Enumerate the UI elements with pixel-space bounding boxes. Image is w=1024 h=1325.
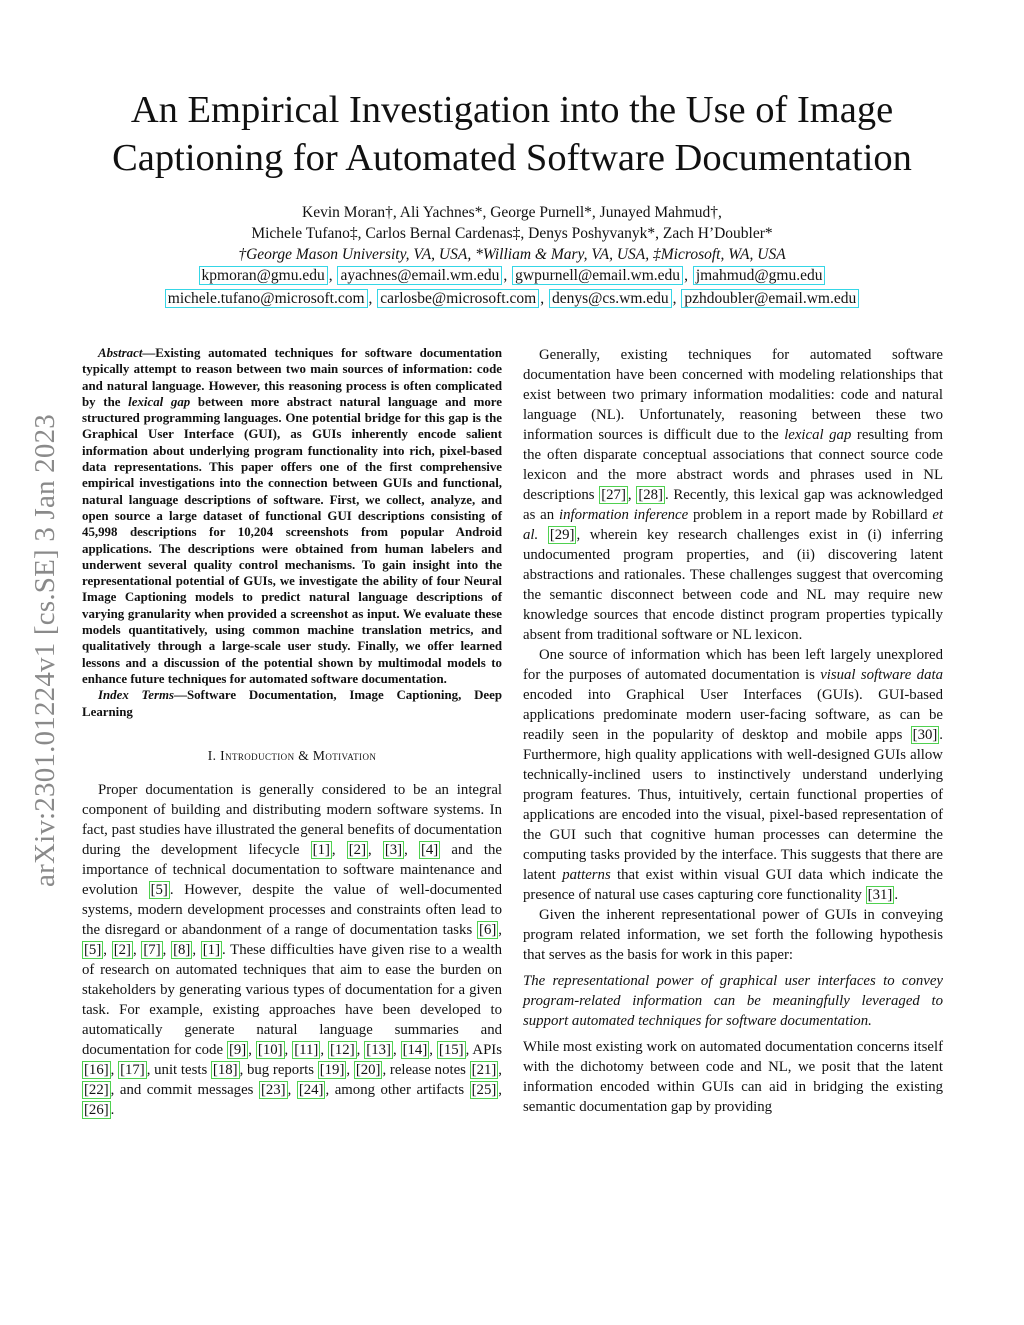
emphasis-text: et al. <box>523 507 943 543</box>
email-link[interactable]: pzhdoubler@email.wm.edu <box>681 289 859 308</box>
citation-link[interactable]: [30] <box>912 727 938 743</box>
right-paragraph-3: Given the inherent representational power of GUIs in conveying program related information, we set forth the following hypothesis that serves as the basis for work in this paper: <box>523 907 943 963</box>
citation-link[interactable]: [11] <box>294 1041 319 1058</box>
arxiv-stamp <box>25 370 65 930</box>
affiliations: †George Mason University, VA, USA, *William & Mary, VA, USA, ‡Microsoft, WA, USA <box>238 246 786 263</box>
emphasis-text: patterns <box>562 867 611 883</box>
paper-title: An Empirical Investigation into the Use of Image Captioning for Automated Software Documentation <box>112 89 912 179</box>
index-label: Index Terms <box>98 688 175 703</box>
citation-link[interactable]: [23] <box>260 1081 286 1098</box>
hypothesis: The representational power of graphical user interfaces to convey program-related information can be meaningfully leveraged to support automated techniques for software documentation. <box>523 973 943 1029</box>
citation-link[interactable]: [13] <box>366 1041 391 1058</box>
citation-link[interactable]: [20] <box>355 1061 381 1078</box>
citation-link[interactable]: [27] <box>601 487 626 503</box>
right-column <box>523 345 943 1117</box>
citation-link[interactable]: [7] <box>143 941 161 958</box>
citation-link[interactable]: [26] <box>84 1101 109 1118</box>
right-paragraph-1: Generally, existing techniques for automated software documentation have been concerned with modeling relationships that exist between two primary information modalities: code and natural language (NL). Unfortunately, reasoning between these two information sources is difficult due to the lexical gap resulting from the often disparate conceptual associations that connect source code lexicon and the more abstract words and phrases used in NL descriptions [27] , [28] . Recently, this lexical gap was acknowledged as an information inference problem in a report made by Robillard et al. [29] , wherein key research challenges exist in (i) inferring undocumented program properties, and (ii) discovering latent abstractions and rationales. These challenges suggest that overcoming the semantic disconnect between code and NL may require new knowledge sources that encode distinct program properties typically absent from traditional software or NL lexicon. <box>523 347 943 643</box>
citation-link[interactable]: [6] <box>479 921 497 938</box>
citation-link[interactable]: [2] <box>113 941 131 958</box>
right-paragraph-2: One source of information which has been left largely unexplored for the purposes of automated documentation is visual software data encoded into Graphical User Interfaces (GUIs). GUI-based applications predominate modern user-facing software, as can be readily seen in the popularity of desktop and mobile apps [30] . Furthermore, high quality applications with well-designed GUIs allow technically-inclined users to instinctively understand underlying program features. Thus, intuitively, certain functional properties of applications are encoded into the visual, pixel-based representation of the GUI such that cognitive human processes can determine the computing tasks provided by the interface. This suggests that there are latent patterns that exist within visual GUI data which indicate the presence of natural use cases capturing core functionality [31] . <box>523 647 943 903</box>
email-link[interactable]: jmahmud@gmu.edu <box>693 266 826 285</box>
citation-link[interactable]: [25] <box>471 1081 497 1098</box>
index-terms <box>82 687 502 720</box>
citation-link[interactable]: [1] <box>312 841 330 858</box>
arxiv-stamp-text: arXiv:2301.01224v1 [cs.SE] 3 Jan 2023 <box>28 413 61 887</box>
citation-link[interactable]: [3] <box>384 841 403 858</box>
citation-link[interactable]: [5] <box>84 941 102 958</box>
authors-line-2: Michele Tufano‡, Carlos Bernal Cardenas‡, Denys Poshyvanyk*, Zach H’Doubler* <box>251 225 773 242</box>
left-column <box>82 345 502 1120</box>
abstract <box>82 345 502 687</box>
citation-link[interactable]: [19] <box>319 1061 345 1078</box>
right-paragraph-4: While most existing work on automated documentation concerns itself with the dichotomy between code and NL, we posit that the latent information encoded within GUIs can aid in bridging the existing semantic documentation gap by providing <box>523 1039 943 1115</box>
section-heading-text: I. Introduction & Motivation <box>207 747 377 763</box>
emphasis-text: information inference <box>558 507 689 523</box>
citation-link[interactable]: [1] <box>202 941 221 958</box>
citation-link[interactable]: [4] <box>420 841 439 858</box>
citation-link[interactable]: [31] <box>867 887 893 903</box>
email-link[interactable]: ayachnes@email.wm.edu <box>337 266 502 285</box>
citation-link[interactable]: [9] <box>228 1041 247 1058</box>
emphasis-text: lexical gap <box>784 427 852 443</box>
citation-link[interactable]: [15] <box>438 1041 464 1058</box>
citation-link[interactable]: [16] <box>84 1061 109 1078</box>
citation-link[interactable]: [2] <box>348 841 367 858</box>
citation-link[interactable]: [22] <box>84 1081 109 1098</box>
abstract-label: Abstract <box>98 346 143 360</box>
citation-link[interactable]: [8] <box>173 941 191 958</box>
abstract-emphasis: lexical gap <box>128 394 191 409</box>
emphasis-text: visual software data <box>820 667 943 683</box>
email-link[interactable]: denys@cs.wm.edu <box>549 289 672 308</box>
email-link[interactable]: kpmoran@gmu.edu <box>199 266 328 285</box>
email-link[interactable]: gwpurnell@email.wm.edu <box>512 266 683 285</box>
citation-link[interactable]: [28] <box>638 487 663 503</box>
email-link[interactable]: carlosbe@microsoft.com <box>377 289 539 308</box>
author-block <box>0 202 1024 309</box>
email-link[interactable]: michele.tufano@microsoft.com <box>165 289 368 308</box>
intro-paragraph: Proper documentation is generally considered to be an integral component of building and distributing modern software systems. In fact, past studies have illustrated the general benefits of documentation during the development lifecycle [1] , [2] , [3] , [4] and the importance of technical documentation to software maintenance and evolution [5] . However, despite the value of well-documented systems, modern development processes and constraints often lead to the disregard or abandonment of a range of documentation tasks [6] , [5] , [2] , [7] , [8] , [1] . These difficulties have given rise to a wealth of research on automated techniques that aim to ease the burden on stakeholders by generating various types of documentation for a given task. For example, existing approaches have been developed to automatically generate natural language summaries and documentation for code [9] , [10] , [11] , [12] , [13] , [14] , [15] , APIs [16] , [17] , unit tests [18] , bug reports [19] , [20] , release notes [21] , [22] , and commit messages [23] , [24] , among other artifacts [25] , [26] . <box>82 781 503 1118</box>
citation-link[interactable]: [29] <box>549 527 575 543</box>
citation-link[interactable]: [17] <box>120 1061 145 1078</box>
authors-line-1: Kevin Moran†, Ali Yachnes*, George Purnell*, Junayed Mahmud†, <box>302 204 722 221</box>
citation-link[interactable]: [21] <box>471 1061 497 1078</box>
abstract-text-a: —Existing automated techniques for software documentation typically attempt to reason between two main sources of information: code and natural language. However, this reasoning process is often complicated by the <box>82 346 502 409</box>
index-text: —Software Documentation, Image Captioning, Deep Learning <box>82 688 502 719</box>
citation-link[interactable]: [12] <box>329 1041 355 1058</box>
abstract-text-b: between more abstract natural language and more structured programming languages. One potential bridge for this gap is the Graphical User Interface (GUI), as GUIs inherently encode salient information about underlying program functionality into rich, pixel-based data representations. This paper offers one of the first comprehensive empirical investigations into the connection between GUIs and functional, natural language descriptions of software. First, we collect, analyze, and open source a large dataset of functional GUI descriptions consisting of 45,998 descriptions for 10,204 screenshots from popular Android applications. The descriptions were obtained from human labelers and underwent several quality control mechanisms. To gain insight into the representational potential of GUIs, we investigate the ability of four Neural Image Captioning models to predict natural language descriptions of varying granularity when provided a screenshot as input. We evaluate these models quantitatively, using common machine translation metrics, and qualitatively through a large-scale user study. Finally, we offer learned lessons and a discussion of the potential shown by multimodal models to enhance future techniques for automated software documentation. <box>82 394 502 686</box>
section-heading <box>82 748 502 764</box>
citation-link[interactable]: [24] <box>298 1081 324 1098</box>
citation-link[interactable]: [5] <box>150 881 168 898</box>
email-row-2: michele.tufano@microsoft.com , carlosbe@microsoft.com , denys@cs.wm.edu , pzhdoubler@email.wm.edu <box>0 288 1024 309</box>
citation-link[interactable]: [18] <box>212 1061 238 1078</box>
citation-link[interactable]: [14] <box>402 1041 428 1058</box>
citation-link[interactable]: [10] <box>257 1041 283 1058</box>
email-row-1: kpmoran@gmu.edu , ayachnes@email.wm.edu , gwpurnell@email.wm.edu , jmahmud@gmu.edu <box>0 265 1024 286</box>
